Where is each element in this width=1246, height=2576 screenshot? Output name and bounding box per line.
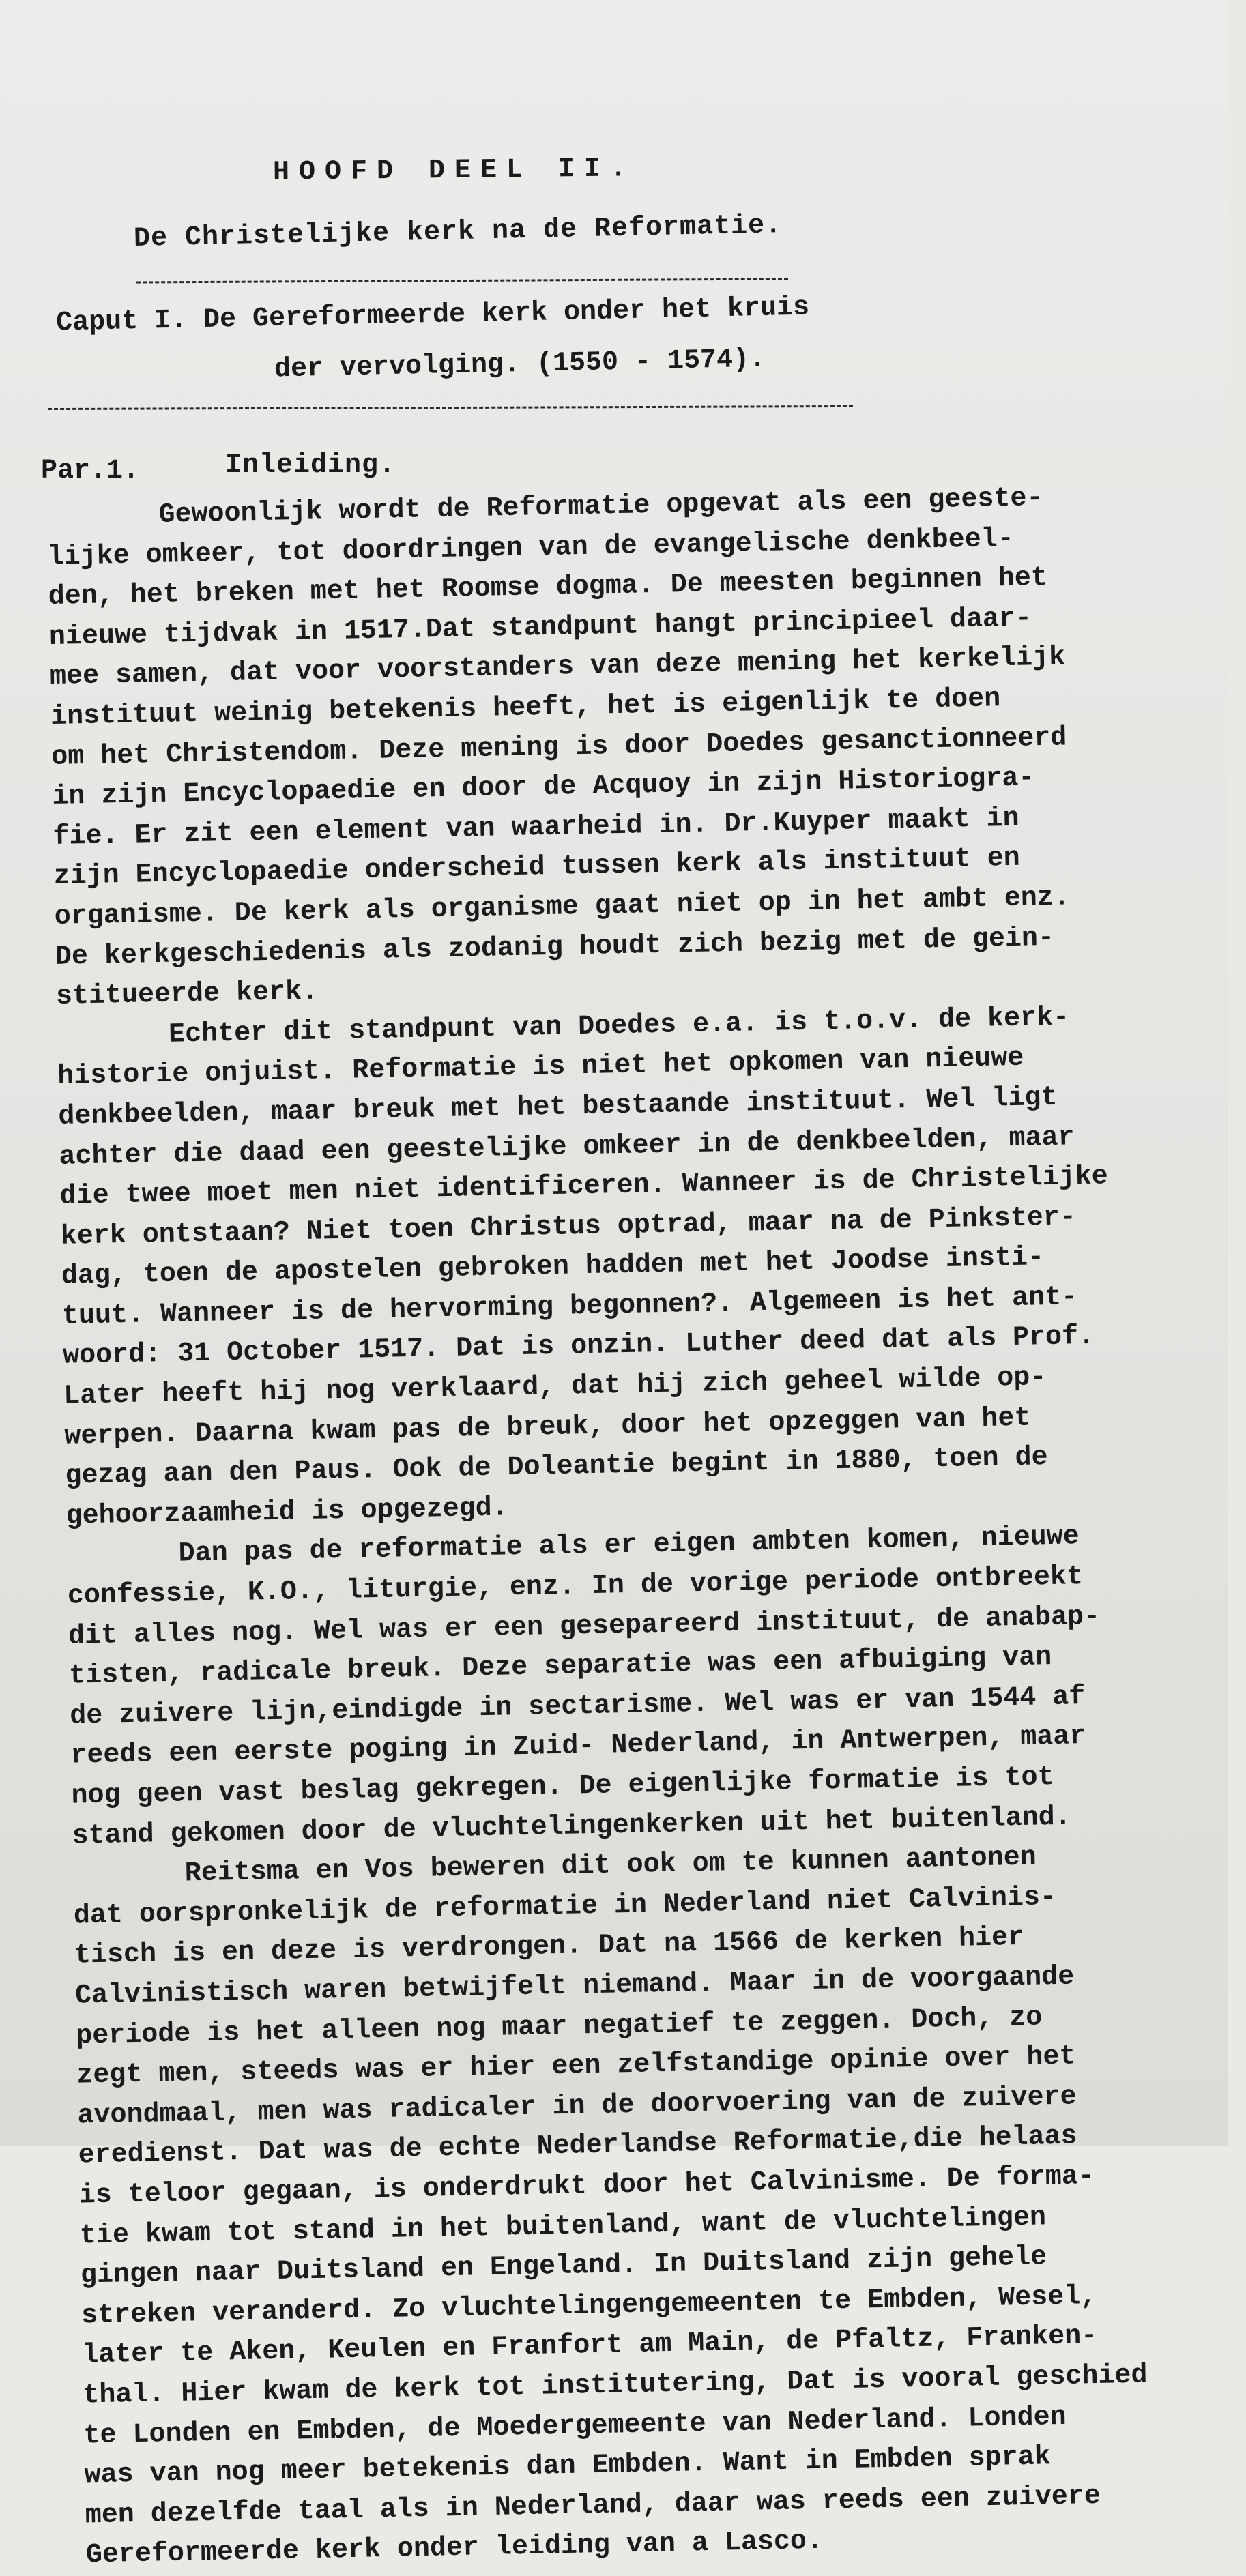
text-line: eredienst. Dat was de echte Nederlandse Reformatie,die helaas xyxy=(78,2121,1078,2171)
text-line: tisten, radicale breuk. Deze separatie was een afbuiging van xyxy=(68,1642,1052,1692)
text-line: periode is het alleen nog maar negatief te zeggen. Doch, zo xyxy=(75,2002,1043,2052)
paragraph-label: Par.1. xyxy=(41,456,140,486)
text-line: tie kwam tot stand in het buitenland, want de vluchtelingen xyxy=(79,2201,1047,2252)
text-line: Echter dit standpunt van Doedes e.a. is t.o.v. de kerk- xyxy=(168,1002,1070,1051)
text-line: later te Aken, Keulen en Franfort am Main, de Pfaltz, Franken- xyxy=(81,2321,1098,2371)
text-line: gehoorzaamheid is opgezegd. xyxy=(66,1493,509,1532)
text-line: Dan pas de reformatie als er eigen ambten komen, nieuwe xyxy=(178,1521,1080,1570)
text-line: in zijn Encyclopaedie en door de Acquoy in zijn Historiogra- xyxy=(51,763,1035,813)
divider-rule xyxy=(48,405,853,410)
chapter-heading-continued: der vervolging. (1550 - 1574). xyxy=(274,344,766,385)
text-line: instituut weinig betekenis heeft, het is eigenlijk te doen xyxy=(50,684,1001,733)
text-line: om het Christendom. Deze mening is door Doedes gesanctionneerd xyxy=(50,722,1067,773)
text-line: Later heeft hij nog verklaard, dat hij zich geheel wilde op- xyxy=(63,1362,1047,1412)
text-line: lijke omkeer, tot doordringen van de evangelische denkbeel- xyxy=(47,523,1015,573)
text-line: woord: 31 October 1517. Dat is onzin. Luther deed dat als Prof. xyxy=(62,1321,1095,1373)
text-line: dag, toen de apostelen gebroken hadden met het Joodse insti- xyxy=(61,1242,1045,1293)
text-line: reeds een eerste poging in Zuid- Nederland, in Antwerpen, maar xyxy=(70,1721,1086,1772)
text-line: tisch is en deze is verdrongen. Dat na 1566 de kerken hier xyxy=(74,1922,1025,1972)
text-line: werpen. Daarna kwam pas de breuk, door het opzeggen van het xyxy=(63,1403,1031,1452)
text-line: fie. Er zit een element van waarheid in. Dr.Kuyper maakt in xyxy=(53,803,1019,853)
text-line: dat oorspronkelijk de reformatie in Nederland niet Calvinis- xyxy=(73,1882,1057,1932)
text-line: is teloor gegaan, is onderdrukt door het Calvinisme. De forma- xyxy=(78,2161,1095,2212)
text-line: stand gekomen door de vluchtelingenkerken uit het buitenland. xyxy=(72,1802,1072,1852)
text-line: den, het breken met het Roomse dogma. De meesten beginnen het xyxy=(48,563,1048,613)
text-line: was van nog meer betekenis dan Embden. Want in Embden sprak xyxy=(84,2442,1052,2491)
text-line: De kerkgeschiedenis als zodanig houdt zich bezig met de gein- xyxy=(55,922,1055,973)
text-line: nog geen vast beslag gekregen. De eigenlijke formatie is tot xyxy=(71,1762,1054,1812)
text-line: confessie, K.O., liturgie, enz. In de vorige periode ontbreekt xyxy=(67,1562,1084,1612)
text-line: Gewoonlijk wordt de Reformatie opgevat als een geeste- xyxy=(158,482,1043,531)
text-line: dit alles nog. Wel was er een gesepareerd instituut, de anabap- xyxy=(68,1601,1101,1652)
text-line: de zuivere lijn,eindigde in sectarisme. Wel was er van 1544 af xyxy=(69,1681,1086,1732)
divider-rule xyxy=(136,278,788,283)
text-line: denkbeelden, maar breuk met het bestaande instituut. Wel ligt xyxy=(57,1082,1058,1132)
text-line: kerk ontstaan? Niet toen Christus optrad, maar na de Pinkster- xyxy=(60,1201,1077,1253)
part-subtitle: De Christelijke kerk na de Reformatie. xyxy=(133,210,783,254)
text-line: thal. Hier kwam de kerk tot institutering, Dat is vooral geschied xyxy=(82,2360,1148,2412)
chapter-heading: Caput I. De Gereformeerde kerk onder het kruis xyxy=(55,292,810,339)
text-line: zijn Encyclopaedie onderscheid tussen kerk als instituut en xyxy=(53,843,1021,893)
text-line: men dezelfde taal als in Nederland, daar was reeds een zuivere xyxy=(85,2480,1101,2532)
text-line: Reitsma en Vos beweren dit ook om te kunnen aantonen xyxy=(184,1842,1037,1890)
text-line: Gereformeerde kerk onder leiding van a Lasco. xyxy=(85,2526,824,2571)
text-line: te Londen en Embden, de Moedergemeente van Nederland. Londen xyxy=(83,2401,1067,2451)
text-line: gingen naar Duitsland en Engeland. In Duitsland zijn gehele xyxy=(80,2242,1047,2292)
text-line: organisme. De kerk als organisme gaat niet op in het ambt enz. xyxy=(54,882,1071,933)
text-line: gezag aan den Paus. Ook de Doleantie begint in 1880, toen de xyxy=(65,1442,1048,1492)
text-line: historie onjuist. Reformatie is niet het opkomen van nieuwe xyxy=(57,1042,1024,1093)
text-line: mee samen, dat voor voorstanders van deze mening het kerkelijk xyxy=(49,642,1066,693)
body-text xyxy=(46,475,1246,2576)
part-heading: HOOFD DEEL II. xyxy=(272,153,637,188)
text-line: stitueerde kerk. xyxy=(55,976,319,1012)
text-line: die twee moet men niet identificeren. Wanneer is de Christelijke xyxy=(59,1161,1109,1212)
text-line: nieuwe tijdvak in 1517.Dat standpunt hangt principieel daar- xyxy=(48,603,1032,653)
text-line: avondmaal, men was radicaler in de doorvoering van de zuivere xyxy=(77,2081,1077,2132)
text-line: Calvinistisch waren betwijfelt niemand. Maar in de voorgaande xyxy=(74,1961,1075,2012)
paragraph-title: Inleiding. xyxy=(225,450,396,481)
text-line: streken veranderd. Zo vluchtelingengemeenten te Embden, Wesel, xyxy=(81,2281,1097,2332)
text-line: achter die daad een geestelijke omkeer in de denkbeelden, maar xyxy=(59,1122,1075,1173)
text-line: zegt men, steeds was er hier een zelfstandige opinie over het xyxy=(76,2041,1076,2092)
text-line: tuut. Wanneer is de hervorming begonnen?. Algemeen is het ant- xyxy=(61,1282,1078,1332)
